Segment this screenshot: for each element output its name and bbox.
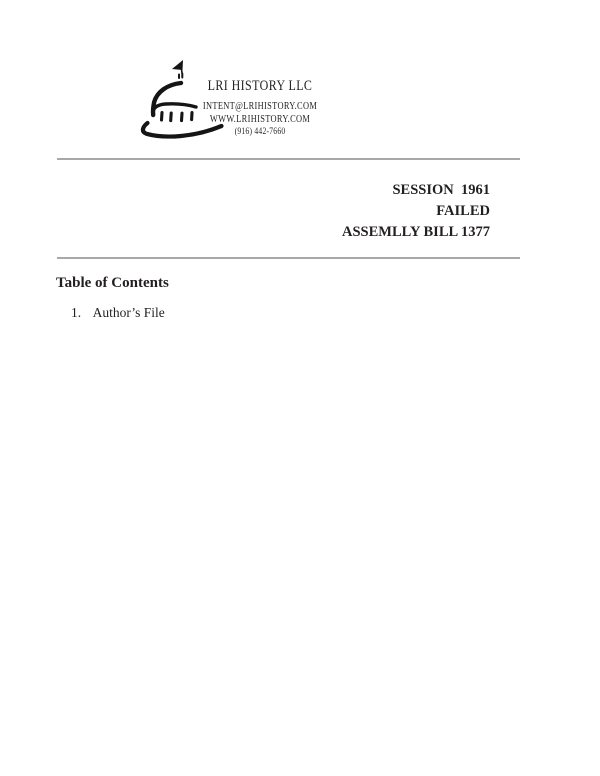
toc-item-number: 1. — [71, 305, 82, 320]
toc-list — [71, 305, 165, 321]
company-website: WWW.LRIHISTORY.COM — [209, 114, 311, 125]
status-line: FAILED — [436, 203, 490, 219]
bill-number-line: ASSEMLLY BILL 1377 — [341, 224, 490, 240]
divider-top — [57, 158, 520, 160]
company-phone: (916) 442-7660 — [234, 127, 286, 137]
bill-info-block — [342, 180, 490, 243]
letterhead-text — [172, 76, 348, 139]
session-line: SESSION 1961 — [392, 182, 490, 198]
company-email: INTENT@LRIHISTORY.COM — [202, 101, 318, 112]
company-name: LRI HISTORY LLC — [207, 78, 313, 94]
toc-item-label: Author’s File — [92, 305, 165, 320]
logo-flag — [172, 60, 183, 70]
toc-item — [71, 305, 165, 321]
toc-heading: Table of Contents — [56, 275, 169, 291]
divider-bottom — [57, 257, 520, 259]
